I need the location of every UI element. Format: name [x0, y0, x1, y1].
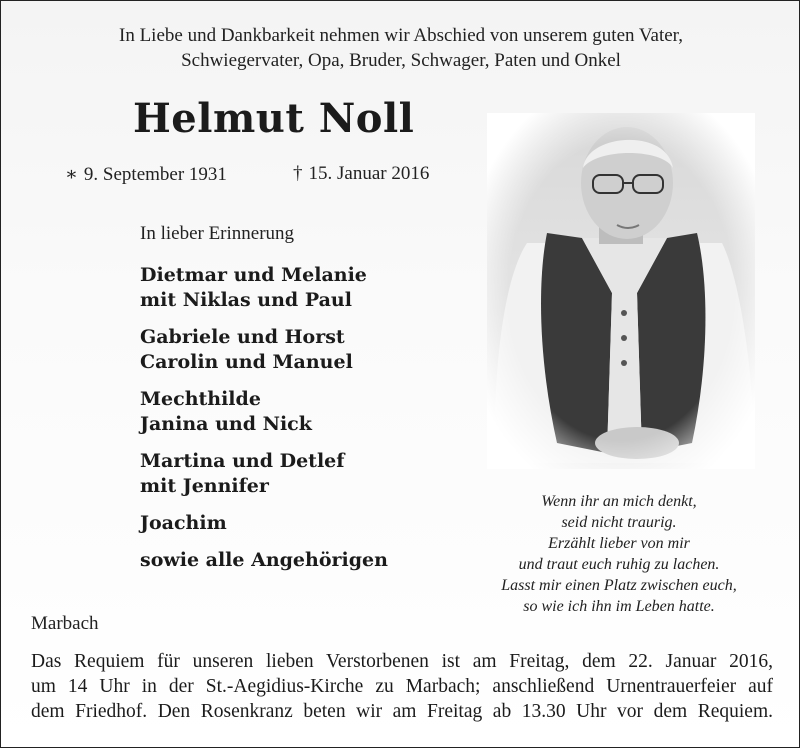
poem-line: Wenn ihr an mich denkt,: [541, 493, 697, 510]
mourner-group: [140, 387, 388, 437]
poem-line: Lasst mir einen Platz zwischen euch,: [501, 577, 737, 594]
intro-line-1: In Liebe und Dankbarkeit nehmen wir Abschied von unserem guten Vater,: [119, 25, 683, 46]
mourner-line: mit Niklas und Paul: [140, 289, 352, 311]
mourners-list: [140, 263, 388, 585]
requiem-announcement: [31, 649, 773, 724]
death-cross-icon: †: [293, 163, 303, 184]
poem-line: Erzählt lieber von mir: [548, 535, 690, 552]
mourner-line: Joachim: [140, 512, 227, 534]
birth-star-icon: ∗: [65, 164, 78, 185]
mourner-group: [140, 511, 388, 536]
birth-date: 9. September 1931: [83, 164, 227, 185]
portrait-photo: [487, 113, 755, 469]
mourner-group: [140, 449, 388, 499]
mourner-line: Dietmar und Melanie: [140, 264, 367, 286]
mourner-group: [140, 548, 388, 573]
place-name: Marbach: [31, 613, 99, 634]
deceased-name: Helmut Noll: [133, 95, 415, 142]
mourner-line: Carolin und Manuel: [140, 351, 353, 373]
intro-line-2: Schwiegervater, Opa, Bruder, Schwager, Paten und Onkel: [181, 50, 621, 71]
memory-label: In lieber Erinnerung: [140, 223, 295, 244]
intro-text: [1, 23, 800, 73]
poem-line: und traut euch ruhig zu lachen.: [518, 556, 720, 573]
mourner-group: [140, 325, 388, 375]
poem: [471, 491, 767, 617]
birth-date-line: [65, 163, 227, 186]
requiem-line: Das Requiem für unseren lieben Verstorbenen ist am Freitag, dem 22. Januar 2016,: [31, 651, 773, 672]
death-date-line: [293, 163, 429, 185]
poem-line: so wie ich ihn im Leben hatte.: [523, 598, 715, 615]
requiem-line: dem Friedhof. Den Rosenkranz beten wir am Freitag ab 13.30 Uhr vor dem Requiem.: [31, 701, 773, 722]
mourner-group: [140, 263, 388, 313]
poem-line: seid nicht traurig.: [561, 514, 677, 531]
mourner-line: mit Jennifer: [140, 475, 269, 497]
mourner-line: Gabriele und Horst: [140, 326, 345, 348]
requiem-line: um 14 Uhr in der St.-Aegidius-Kirche zu Marbach; anschließend Urnentrauerfeier auf: [31, 676, 773, 697]
mourner-line: Mechthilde: [140, 388, 261, 410]
mourner-line: sowie alle Angehörigen: [140, 549, 388, 571]
mourner-line: Janina und Nick: [140, 413, 312, 435]
mourner-line: Martina und Detlef: [140, 450, 345, 472]
death-date: 15. Januar 2016: [308, 163, 430, 184]
